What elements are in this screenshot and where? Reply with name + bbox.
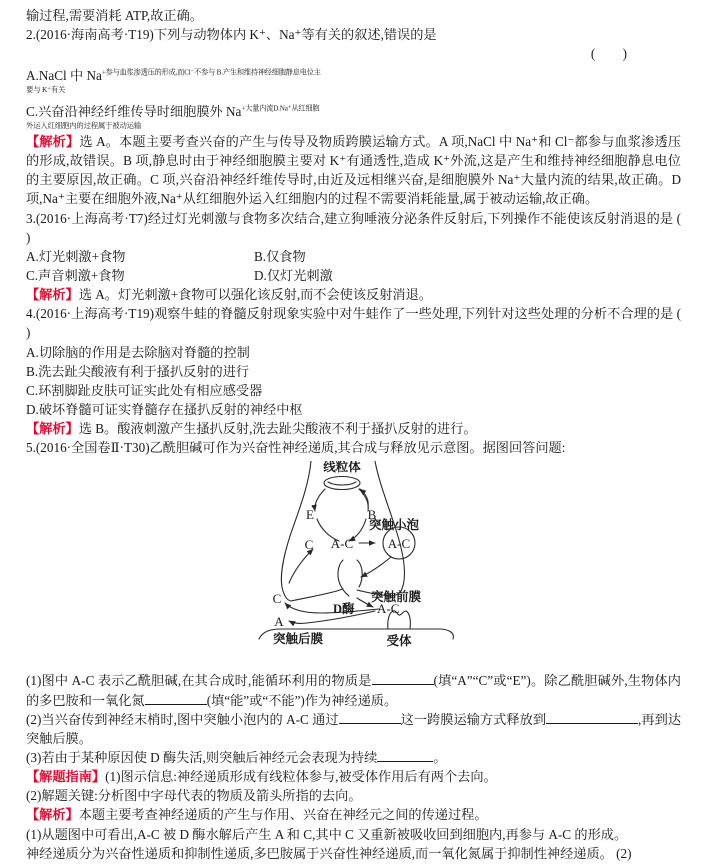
diagram-label-e: E (305, 507, 314, 523)
question2-option-c-main: C.兴奋沿神经纤维传导时细胞膜外 Na (26, 104, 242, 120)
question4-analysis-tag: 【解析】 (26, 421, 79, 437)
question2-option-c (26, 102, 681, 121)
question4-option-b: B.洗去趾尖酸液有利于搔扒反射的进行 (26, 363, 250, 379)
question5-guide-tag: 【解题指南】 (26, 769, 106, 785)
question2-option-c-continuation: 外运入红细胞内的过程属于被动运输 (26, 121, 142, 131)
question3-analysis-text: 选 A。灯光刺激+食物可以强化该反射,而不会使该反射消退。 (78, 287, 432, 303)
question5-sub-2-part1: (2)当兴奋传到神经末梢时,图中突触小泡内的 A-C 通过 (26, 711, 339, 727)
question5-analysis (26, 805, 681, 824)
question3-option-row-2 (26, 266, 681, 285)
diagram-label-receptor: 受体 (385, 634, 412, 649)
diagram-label-ac-vesicle: A-C (387, 536, 410, 552)
question5-sub-2-part2: 这一跨膜运输方式释放到 (400, 711, 547, 727)
question2-answer-bracket: ( ) (590, 46, 639, 62)
question3-analysis (26, 285, 681, 304)
arrow-ac-to-c (285, 603, 379, 613)
question4-stem: 4.(2016·上海高考·T19)观察牛蛙的脊髓反射现象实验中对牛蛙作了一些处理,下列针对这些处理的分析不合理的是 ( ) (26, 306, 681, 341)
answer-blank[interactable] (546, 723, 638, 724)
question5-stem: 5.(2016·全国卷Ⅱ·T30)乙酰胆碱可作为兴奋性神经递质,其合成与释放见示意图。据图回答问题: (26, 440, 566, 456)
arrow-c-recycle-up (289, 549, 313, 583)
question2-analysis-text: 选 A。本题主要考查兴奋的产生与传导及物质跨膜运输方式。A 项,NaCl 中 Na⁺和 Cl⁻都参与血浆渗透压的形成,故错误。B 项,静息时由于神经细胞膜主要对 K⁺有通透性,造成 K⁺外流,这是产生和维持神经细胞静息电位的主要原因,故正确。C 项,兴奋沿神经纤维传导时,由近及远相继兴奋,是细胞膜外 Na⁺大量内流的结果,故正确。D 项,Na⁺主要在细胞外液,Na⁺从红细胞外运入红细胞内的过程不需要消耗能量,属于被动运输,故正确。 (26, 134, 682, 207)
answer-blank[interactable] (145, 704, 207, 705)
question5-sub-1-part2: (填“A”“C”或“E”)。除乙酰胆碱外,生物体内的多巴胺和一氧化氮 (26, 673, 681, 708)
question2-option-a-superscript: +参与血浆渗透压的形成,而Cl⁻不参与 B.产生和维持神经细胞静息电位主 (101, 68, 321, 77)
question5-sub-2-part3: ,再到达突触后膜。 (26, 711, 682, 746)
answer-blank[interactable] (372, 684, 434, 685)
question3-option-row-1 (26, 247, 681, 266)
fusion-pore-right (357, 560, 362, 587)
diagram-label-c-lower: C (272, 591, 281, 607)
answer-blank[interactable] (377, 761, 433, 762)
arrow-vesicle-to-membrane (361, 557, 391, 577)
question5-sub-3-part1: (3)若由于某种原因使 D 酶失活,则突触后神经元会表现为持续 (26, 749, 378, 765)
question5-sub-3 (26, 748, 681, 767)
question3-option-c: C.声音刺激+食物 (26, 268, 125, 284)
diagram-label-postsynaptic-membrane: 突触后膜 (272, 632, 323, 647)
question5-sub-2 (26, 710, 681, 748)
question5-analysis-line3: 神经递质分为兴奋性递质和抑制性递质,多巴胺属于兴奋性神经递质,而一氧化氮属于抑制性神经递质。 (2) (26, 845, 632, 861)
diagram-label-presynaptic-membrane: 突触前膜 (370, 590, 421, 605)
diagram-label-vesicle: 突触小泡 (368, 518, 419, 533)
spacer (26, 661, 681, 671)
diagram-label-a-lower: A (273, 614, 284, 630)
question3-analysis-tag: 【解析】 (26, 287, 79, 303)
question4-analysis-text: 选 B。酸液刺激产生搔扒反射,洗去趾尖酸液不利于搔扒反射的进行。 (78, 421, 477, 437)
question5-analysis-line2: (1)从题图中可看出,A-C 被 D 酶水解后产生 A 和 C,其中 C 又重新被吸收回到细胞内,再参与 A-C 的形成。 (26, 826, 628, 842)
terminal-floor-left (291, 589, 343, 601)
question2-analysis-tag: 【解析】 (26, 134, 80, 150)
axon-left-wall (281, 461, 311, 601)
question5-guide-line2: (2)解题关键:分析图中字母代表的物质及箭头所指的去向。 (26, 788, 362, 804)
question2-option-a-main: A.NaCl 中 Na (26, 68, 102, 84)
diagram-label-mitochondria: 线粒体 (322, 461, 361, 475)
question5-guide (26, 767, 681, 786)
question5-analysis-text: 本题主要考查神经递质的产生与作用、兴奋在神经元之间的传递过程。 (78, 807, 488, 823)
question2-stem: 2.(2016·海南高考·T19)下列与动物体内 K⁺、Na⁺等有关的叙述,错误的是 (26, 27, 437, 43)
question4-option-a: A.切除脑的作用是去除脑对脊髓的控制 (26, 344, 250, 360)
question4-option-c: C.环割脚趾皮肤可证实此处有相应感受器 (26, 382, 263, 398)
diagram-label-d-enzyme: D酶 (332, 602, 355, 617)
answer-blank[interactable] (339, 723, 401, 724)
diagram-label-c-upper: C (304, 537, 313, 553)
question5-analysis-tag: 【解析】 (26, 807, 79, 823)
question2-option-c-superscript: +大量内流D.Na⁺从红细胞 (241, 104, 320, 113)
question3-option-a: A.灯光刺激+食物 (26, 248, 126, 264)
diagram-label-ac-free: A-C (330, 536, 353, 552)
synapse-diagram (229, 461, 479, 661)
question3-stem: 3.(2016·上海高考·T7)经过灯光刺激与食物多次结合,建立狗唾液分泌条件反射后,下列操作不能使该反射消退的是 ( ) (26, 210, 681, 245)
question5-sub-1-part1: (1)图中 A-C 表示乙酰胆碱,在其合成时,能循环利用的物质是 (26, 673, 372, 689)
question2-answer-bracket-line (26, 44, 681, 66)
question2-option-a-continuation: 要与 K⁺有关 (26, 85, 66, 95)
question5-sub-1-part3: (填“能”或“不能”)作为神经递质。 (206, 692, 398, 708)
synapse-diagram-wrapper (26, 461, 681, 661)
question2-analysis (26, 132, 681, 209)
question5-sub-3-part2: 。 (433, 749, 447, 765)
arrow-mito-to-e (314, 489, 324, 511)
question5-guide-text: (1)图示信息:神经递质形成有线粒体参与,被受体作用后有两个去向。 (105, 769, 497, 785)
diagram-label-b: B (367, 507, 376, 523)
question4-analysis (26, 419, 681, 438)
continuation-line: 输过程,需要消耗 ATP,故正确。 (26, 8, 203, 23)
diagram-label-ac-cleft: A-C (376, 601, 399, 617)
question3-option-b: B.仅食物 (254, 248, 306, 264)
question3-option-d: D.仅灯光刺激 (254, 268, 333, 284)
question4-option-d: D.破坏脊髓可证实脊髓存在搔扒反射的神经中枢 (26, 402, 303, 417)
mitochondrion-crista (328, 482, 356, 485)
question2-option-a (26, 66, 681, 85)
question5-sub-1 (26, 671, 681, 709)
